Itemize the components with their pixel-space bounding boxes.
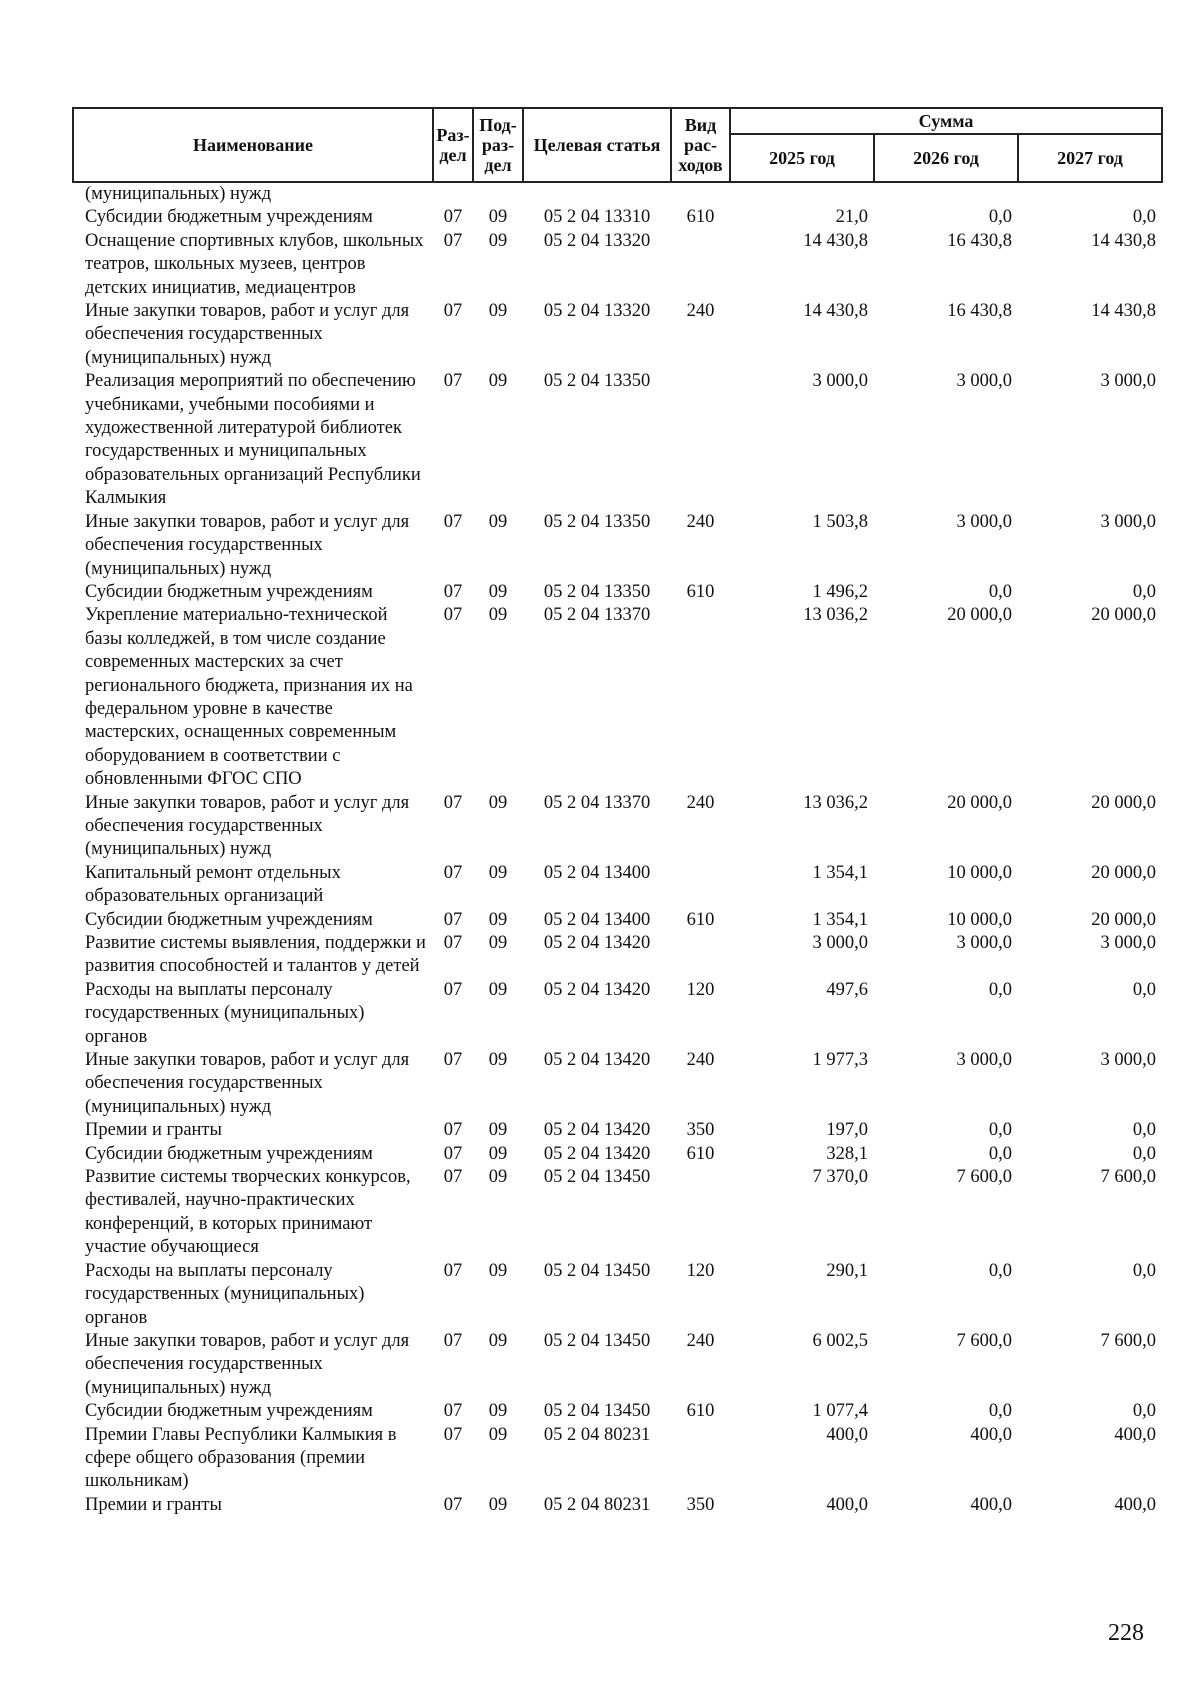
row-podrazdel: 09	[488, 371, 508, 392]
table-row	[73, 1330, 1162, 1400]
row-razdel: 07	[443, 1120, 463, 1141]
row-razdel: 07	[443, 1143, 463, 1164]
row-2025: 14 430,8	[803, 301, 868, 322]
row-2025: 497,6	[826, 979, 868, 1000]
header-summa: Сумма	[730, 108, 1162, 134]
row-vid: 610	[686, 207, 715, 228]
row-2027: 20 000,0	[1091, 909, 1157, 930]
table-row	[73, 1119, 1162, 1142]
row-razdel: 07	[443, 1494, 463, 1515]
row-podrazdel: 09	[488, 862, 508, 883]
row-2025: 197,0	[826, 1120, 868, 1141]
row-razdel: 07	[443, 1260, 463, 1281]
row-name: Расходы на выплаты персоналу государственных (муниципальных) органов	[85, 979, 365, 1047]
row-name: Оснащение спортивных клубов, школьных театров, школьных музеев, центров детских инициатив, медиацентров	[85, 230, 424, 298]
row-vid: 240	[686, 511, 715, 532]
table-row	[73, 511, 1162, 581]
row-2025: 1 496,2	[812, 581, 868, 602]
row-2027: 3 000,0	[1100, 511, 1157, 532]
row-podrazdel: 09	[488, 979, 508, 1000]
header-2025: 2025 год	[730, 134, 874, 182]
row-2027: 7 600,0	[1100, 1167, 1157, 1188]
row-name: Иные закупки товаров, работ и услуг для обеспечения государственных (муниципальных) нужд	[85, 1330, 410, 1398]
table-row	[73, 979, 1162, 1049]
row-2025: 1 977,3	[812, 1050, 868, 1071]
row-target: 05 2 04 13450	[543, 1260, 651, 1281]
row-razdel: 07	[443, 605, 463, 626]
row-name: Субсидии бюджетным учреждениям	[85, 909, 373, 930]
row-vid	[671, 182, 730, 206]
row-razdel: 07	[443, 301, 463, 322]
row-2027: 0,0	[1132, 1143, 1157, 1164]
table-row	[73, 1143, 1162, 1166]
row-2026: 0,0	[988, 581, 1012, 602]
page-number: 228	[1108, 1620, 1144, 1646]
row-vid	[671, 1424, 730, 1494]
row-2027: 14 430,8	[1091, 230, 1157, 251]
table-body	[73, 182, 1162, 1517]
row-2026: 0,0	[988, 1260, 1012, 1281]
row-vid	[671, 1166, 730, 1260]
row-name: Развитие системы творческих конкурсов, фестивалей, научно-практических конференций, в которых принимают участие обучающиеся	[85, 1167, 411, 1258]
row-2026: 20 000,0	[947, 605, 1012, 626]
budget-sheet	[72, 107, 1161, 1517]
table-row	[73, 1424, 1162, 1494]
row-razdel: 07	[443, 792, 463, 813]
row-2027: 14 430,8	[1091, 301, 1157, 322]
row-2026: 0,0	[988, 1120, 1012, 1141]
row-2025	[730, 182, 874, 206]
row-vid: 610	[686, 581, 715, 602]
row-razdel: 07	[443, 862, 463, 883]
row-2025: 400,0	[826, 1494, 868, 1515]
row-podrazdel: 09	[488, 1050, 508, 1071]
row-2025: 1 077,4	[812, 1401, 868, 1422]
row-target: 05 2 04 13450	[543, 1167, 651, 1188]
row-2025: 21,0	[835, 207, 868, 228]
row-name: Субсидии бюджетным учреждениям	[85, 581, 373, 602]
header-name: Наименование	[73, 108, 433, 182]
row-2027: 0,0	[1132, 1120, 1157, 1141]
row-podrazdel: 09	[488, 1260, 508, 1281]
row-2026: 10 000,0	[947, 909, 1012, 930]
row-podrazdel: 09	[488, 792, 508, 813]
table-header	[73, 108, 1162, 182]
row-vid: 240	[686, 301, 715, 322]
row-name: Укрепление материально-технической базы колледжей, в том числе создание современных мастерских за счет регионального бюджета, признания их на федеральном уровне в качестве мастерских, оснащенных современным оборудованием в соответствии с обновленными ФГОС СПО	[85, 605, 413, 790]
row-target: 05 2 04 13320	[543, 301, 651, 322]
row-2026: 0,0	[988, 207, 1012, 228]
table-row	[73, 1166, 1162, 1260]
row-target: 05 2 04 13420	[543, 1120, 651, 1141]
row-podrazdel: 09	[488, 1143, 508, 1164]
row-target: 05 2 04 13420	[543, 979, 651, 1000]
row-podrazdel: 09	[488, 230, 508, 251]
row-podrazdel: 09	[488, 605, 508, 626]
row-2026: 400,0	[970, 1424, 1012, 1445]
row-razdel: 07	[443, 933, 463, 953]
row-vid: 120	[686, 979, 715, 1000]
budget-table	[72, 107, 1163, 1517]
row-2025: 328,1	[826, 1143, 868, 1164]
row-target: 05 2 04 13350	[543, 511, 651, 532]
row-target: 05 2 04 13350	[543, 581, 651, 602]
row-razdel: 07	[443, 230, 463, 251]
row-2026: 16 430,8	[947, 301, 1012, 322]
row-name: Иные закупки товаров, работ и услуг для обеспечения государственных (муниципальных) нужд	[85, 301, 410, 368]
row-podrazdel: 09	[488, 1494, 508, 1515]
row-target: 05 2 04 13420	[543, 933, 651, 953]
header-2026: 2026 год	[874, 134, 1018, 182]
row-razdel: 07	[443, 1424, 463, 1445]
row-2025: 13 036,2	[803, 792, 868, 813]
row-podrazdel: 09	[488, 909, 508, 930]
row-2026: 3 000,0	[956, 933, 1012, 953]
row-2027: 7 600,0	[1100, 1330, 1157, 1351]
header-podrazdel: Под-раз-дел	[473, 108, 523, 182]
row-razdel: 07	[443, 1401, 463, 1422]
row-vid: 610	[686, 909, 715, 930]
table-row	[73, 792, 1162, 862]
row-2027: 0,0	[1132, 1260, 1157, 1281]
row-name: Капитальный ремонт отдельных образовательных организаций	[85, 862, 341, 907]
row-podrazdel: 09	[488, 207, 508, 228]
row-2027: 0,0	[1132, 207, 1157, 228]
table-row	[73, 206, 1162, 229]
row-name: Субсидии бюджетным учреждениям	[85, 1143, 373, 1164]
row-podrazdel: 09	[488, 1401, 508, 1422]
row-name: Премии Главы Республики Калмыкия в сфере общего образования (премии школьникам)	[85, 1424, 397, 1492]
row-razdel: 07	[443, 1167, 463, 1188]
row-vid	[671, 230, 730, 300]
row-2027: 400,0	[1114, 1494, 1157, 1515]
row-2025: 3 000,0	[812, 933, 868, 953]
table-row	[73, 932, 1162, 979]
row-target: 05 2 04 80231	[543, 1494, 651, 1515]
row-target: 05 2 04 13400	[543, 862, 651, 883]
table-row	[73, 1260, 1162, 1330]
row-2025: 6 002,5	[812, 1330, 868, 1351]
row-vid	[671, 604, 730, 791]
row-podrazdel: 09	[488, 1120, 508, 1141]
row-2026: 3 000,0	[956, 371, 1012, 392]
row-name: Развитие системы выявления, поддержки и развития способностей и талантов у детей	[85, 933, 426, 977]
row-name: Иные закупки товаров, работ и услуг для обеспечения государственных (муниципальных) нужд	[85, 1050, 410, 1117]
row-name: Иные закупки товаров, работ и услуг для обеспечения государственных (муниципальных) нужд	[85, 511, 410, 579]
row-vid	[671, 932, 730, 979]
row-2026: 20 000,0	[947, 792, 1012, 813]
header-razdel: Раз-дел	[433, 108, 473, 182]
row-razdel: 07	[443, 1330, 463, 1351]
row-target: 05 2 04 13370	[543, 792, 651, 813]
row-2027: 20 000,0	[1091, 605, 1157, 626]
row-2027: 3 000,0	[1100, 371, 1157, 392]
row-target: 05 2 04 13420	[543, 1050, 651, 1071]
row-vid: 240	[686, 1330, 715, 1351]
row-vid: 350	[686, 1494, 715, 1515]
row-2025: 290,1	[826, 1260, 868, 1281]
row-2025: 1 503,8	[812, 511, 868, 532]
table-row	[73, 230, 1162, 300]
row-2027: 20 000,0	[1091, 862, 1157, 883]
row-target: 05 2 04 13420	[543, 1143, 651, 1164]
row-2027: 0,0	[1132, 1401, 1157, 1422]
row-name: Субсидии бюджетным учреждениям	[85, 1401, 373, 1422]
row-target: 05 2 04 13350	[543, 371, 651, 392]
row-2027: 3 000,0	[1100, 933, 1157, 953]
row-podrazdel: 09	[488, 301, 508, 322]
table-row	[73, 604, 1162, 791]
row-vid: 120	[686, 1260, 715, 1281]
row-2027: 400,0	[1114, 1424, 1157, 1445]
row-vid: 350	[686, 1120, 715, 1141]
row-vid: 610	[686, 1401, 715, 1422]
row-2025: 1 354,1	[812, 909, 868, 930]
row-target	[523, 182, 671, 206]
row-podrazdel: 09	[488, 1167, 508, 1188]
row-2027: 0,0	[1132, 581, 1157, 602]
row-2025: 13 036,2	[803, 605, 868, 626]
row-2026: 10 000,0	[947, 862, 1012, 883]
row-vid: 610	[686, 1143, 715, 1164]
row-vid: 240	[686, 1050, 715, 1071]
table-row	[73, 1049, 1162, 1119]
row-2025: 7 370,0	[812, 1167, 868, 1188]
row-razdel: 07	[443, 1050, 463, 1071]
row-2027: 0,0	[1132, 979, 1157, 1000]
row-2026: 0,0	[988, 1143, 1012, 1164]
table-row	[73, 182, 1162, 206]
row-2025: 1 354,1	[812, 862, 868, 883]
row-vid	[671, 862, 730, 909]
row-podrazdel: 09	[488, 1330, 508, 1351]
row-name: Премии и гранты	[85, 1120, 222, 1141]
row-target: 05 2 04 13450	[543, 1401, 651, 1422]
row-vid: 240	[686, 792, 715, 813]
row-name: Реализация мероприятий по обеспечению учебниками, учебными пособиями и художественной литературой библиотек государственных и муниципальных образовательных организаций Республики Калмыкия	[85, 371, 421, 509]
table-row	[73, 300, 1162, 370]
row-2027	[1018, 182, 1162, 206]
row-name: Иные закупки товаров, работ и услуг для обеспечения государственных (муниципальных) нужд	[85, 792, 410, 860]
row-razdel: 07	[443, 511, 463, 532]
row-target: 05 2 04 80231	[543, 1424, 651, 1445]
row-podrazdel: 09	[488, 1424, 508, 1445]
header-vid: Вид рас-ходов	[671, 108, 730, 182]
row-2026: 400,0	[970, 1494, 1012, 1515]
row-2026: 3 000,0	[956, 1050, 1012, 1071]
row-target: 05 2 04 13370	[543, 605, 651, 626]
row-razdel: 07	[443, 371, 463, 392]
row-2025: 3 000,0	[812, 371, 868, 392]
row-razdel: 07	[443, 909, 463, 930]
header-2027: 2027 год	[1018, 134, 1162, 182]
row-2025: 14 430,8	[803, 230, 868, 251]
row-razdel: 07	[443, 979, 463, 1000]
row-razdel	[433, 182, 473, 206]
table-row	[73, 581, 1162, 604]
table-row	[73, 862, 1162, 909]
row-razdel: 07	[443, 581, 463, 602]
row-name: Премии и гранты	[85, 1494, 222, 1515]
row-target: 05 2 04 13450	[543, 1330, 651, 1351]
table-row	[73, 1494, 1162, 1517]
row-podrazdel: 09	[488, 511, 508, 532]
row-name: (муниципальных) нужд	[85, 184, 272, 204]
row-2027: 3 000,0	[1100, 1050, 1157, 1071]
row-2026: 0,0	[988, 1401, 1012, 1422]
table-row	[73, 909, 1162, 932]
row-podrazdel: 09	[488, 581, 508, 602]
row-target: 05 2 04 13310	[543, 207, 651, 228]
row-2026: 7 600,0	[956, 1330, 1012, 1351]
table-row	[73, 1400, 1162, 1423]
row-2026: 16 430,8	[947, 230, 1012, 251]
row-2025: 400,0	[826, 1424, 868, 1445]
row-target: 05 2 04 13400	[543, 909, 651, 930]
row-name: Субсидии бюджетным учреждениям	[85, 207, 373, 228]
row-2026: 7 600,0	[956, 1167, 1012, 1188]
row-2026: 0,0	[988, 979, 1012, 1000]
row-podrazdel: 09	[488, 933, 508, 953]
table-row	[73, 370, 1162, 510]
row-name: Расходы на выплаты персоналу государственных (муниципальных) органов	[85, 1260, 365, 1328]
row-target: 05 2 04 13320	[543, 230, 651, 251]
row-2026: 3 000,0	[956, 511, 1012, 532]
row-2027: 20 000,0	[1091, 792, 1157, 813]
row-vid	[671, 370, 730, 510]
row-razdel: 07	[443, 207, 463, 228]
row-2026	[874, 182, 1018, 206]
header-target: Целевая статья	[523, 108, 671, 182]
row-podrazdel	[473, 182, 523, 206]
